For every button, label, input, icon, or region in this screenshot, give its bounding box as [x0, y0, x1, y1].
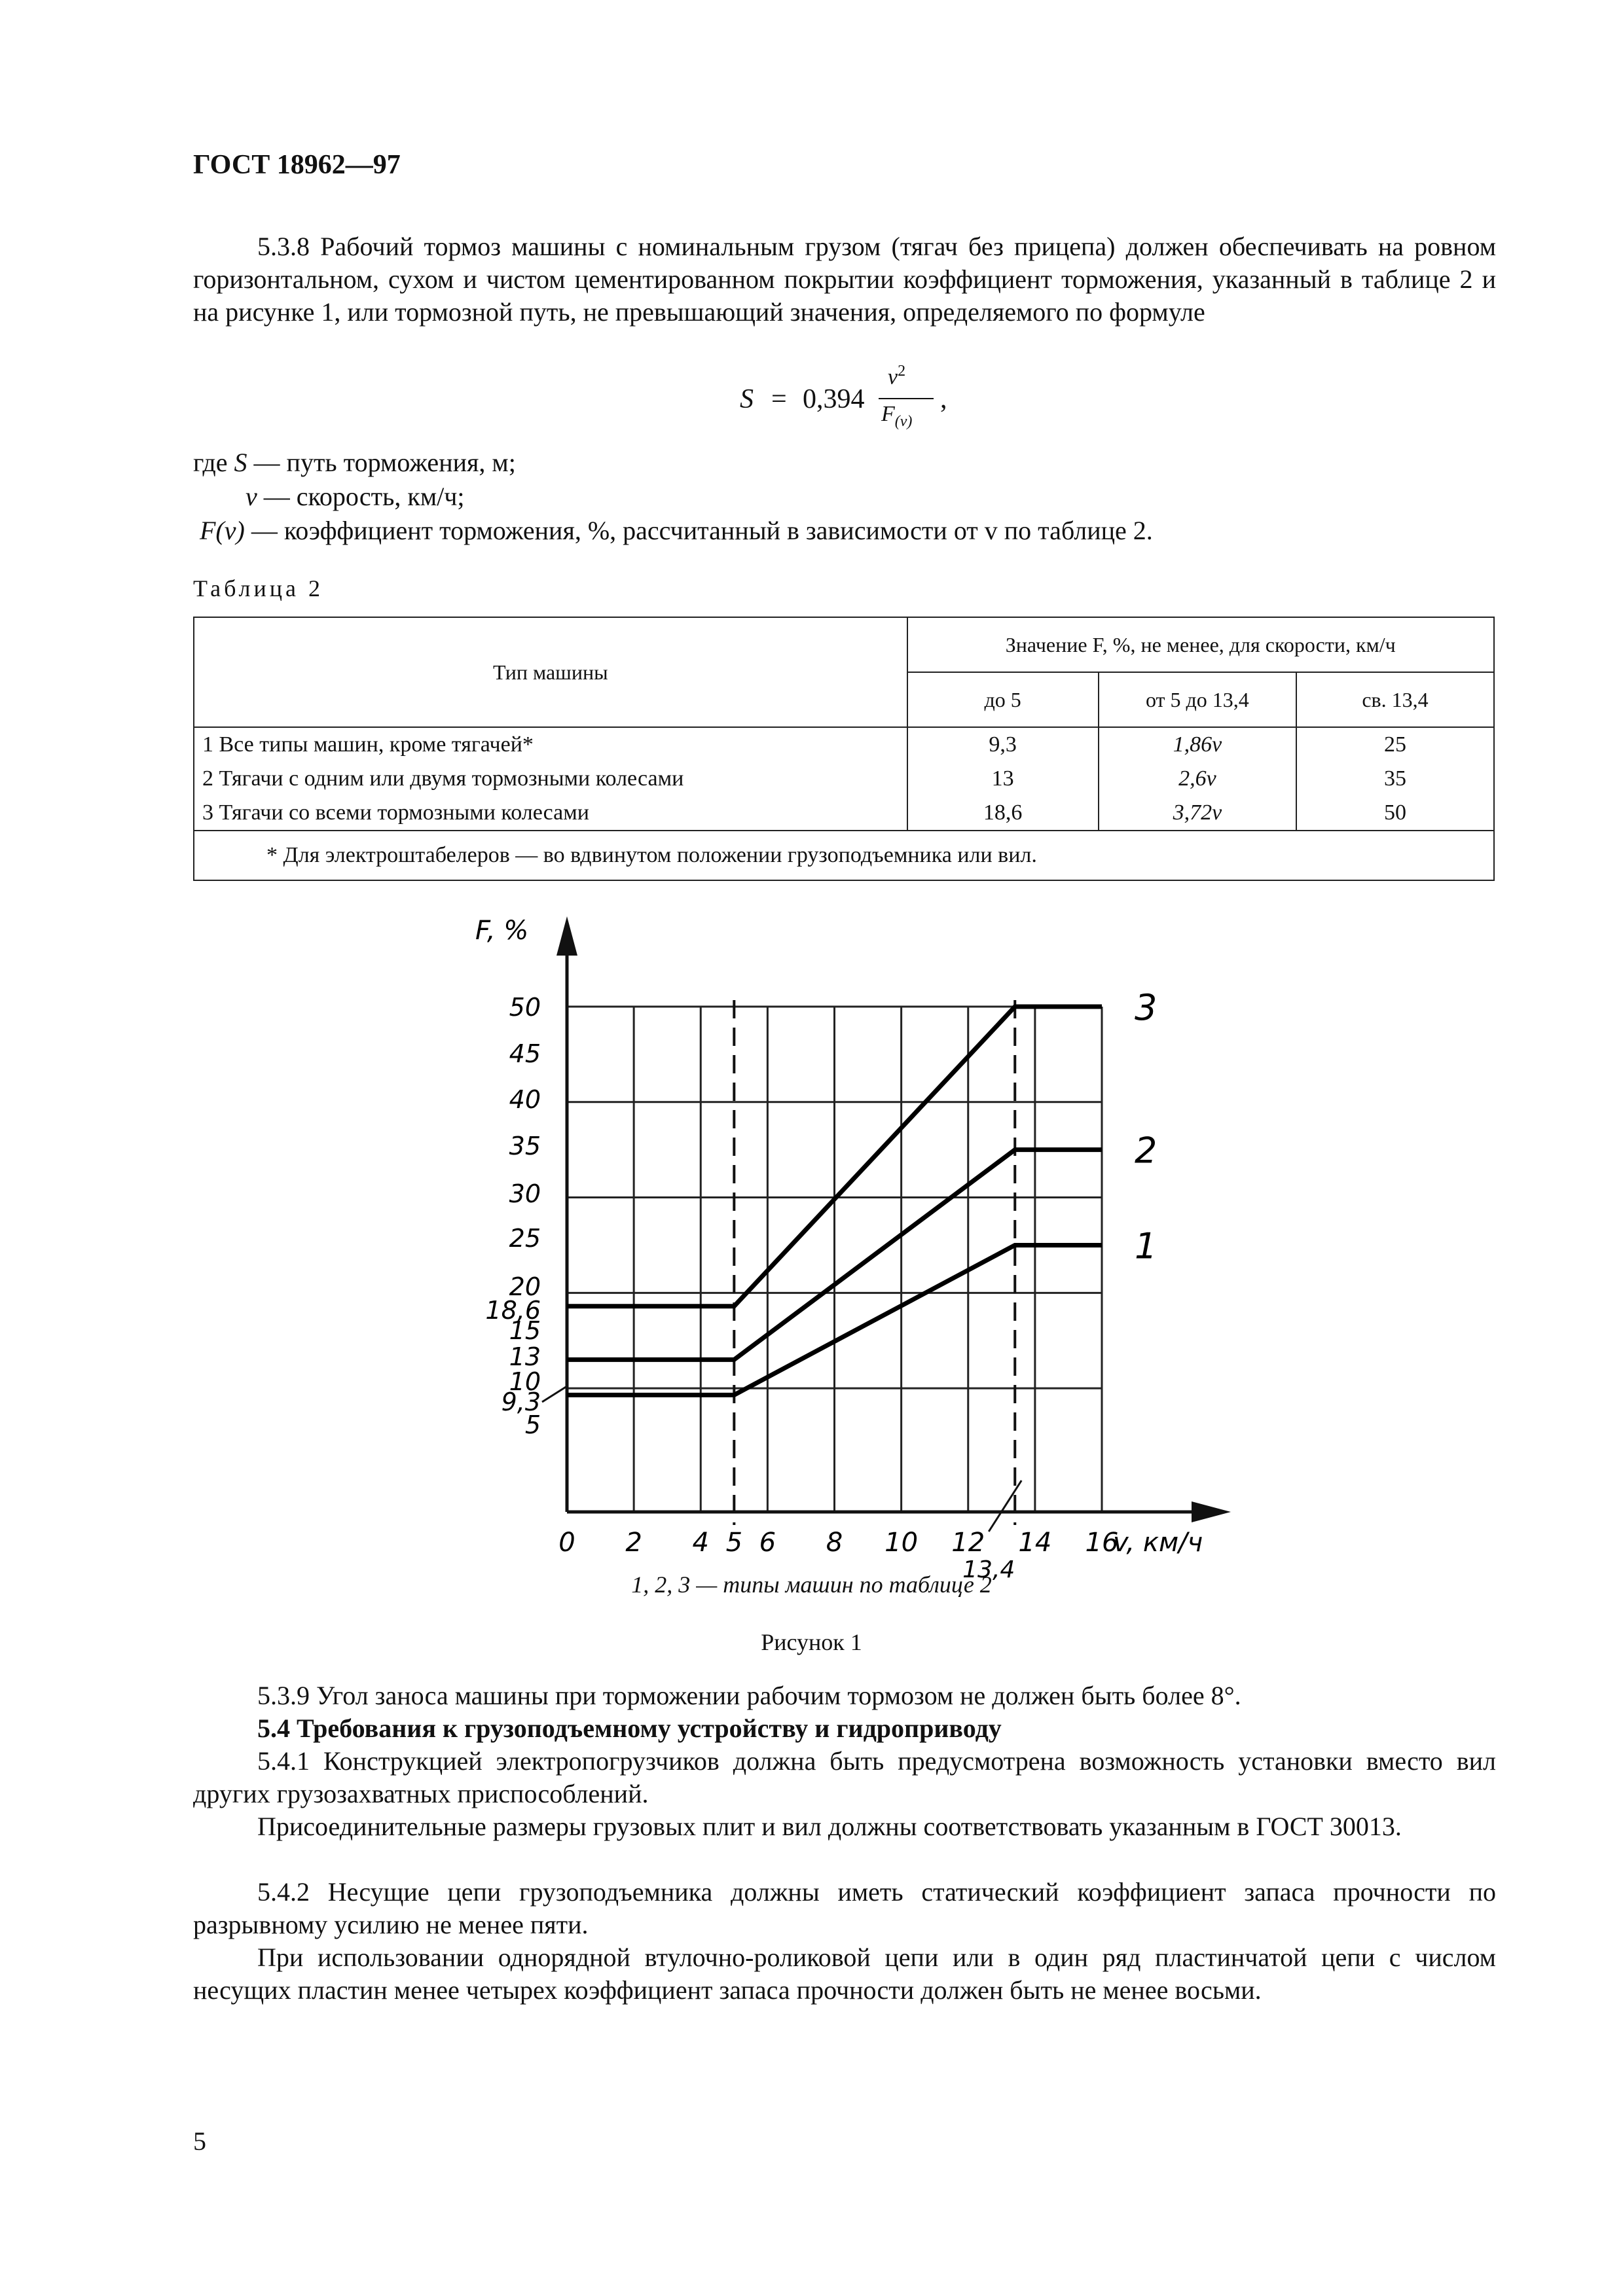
paragraph-5-4-1-b: Присоединительные размеры грузовых плит и вил должны соответствовать указанным в ГОСТ 30013. [257, 1812, 1402, 1841]
x-tick-label: 5 [725, 1528, 743, 1558]
paragraph-5-4-1: 5.4.1 Конструкцией электропогрузчиков должна быть предусмотрена возможность установки вместо вил других грузозахватных приспособлений. [193, 1746, 1496, 1808]
x-tick-label: 16 [1085, 1528, 1119, 1558]
x-tick-label: 10 [884, 1528, 919, 1558]
chart-grid [567, 1007, 1102, 1512]
table-row: 2 Тягачи с одним или двумя тормозными колесами 13 2,6v 35 [194, 762, 1494, 796]
y-tick-label: 18,6 [485, 1296, 541, 1325]
table-row: 3 Тягачи со всеми тормозными колесами 18,6 3,72v 50 [194, 796, 1494, 831]
table-caption: Таблица 2 [193, 575, 323, 601]
x-tick-label: 8 [826, 1528, 843, 1558]
legend-text-f: — коэффициент торможения, %, рассчитанный в зависимости от v по таблице 2. [251, 516, 1153, 545]
page-number: 5 [193, 2126, 206, 2156]
y-tick-label: 13 [509, 1342, 541, 1371]
y-tick-label: 35 [509, 1132, 541, 1160]
series-label-3: 3 [1135, 987, 1158, 1028]
formula-denominator: $F_{(v)}$ [881, 402, 913, 430]
document-header: ГОСТ 18962—97 [193, 150, 401, 180]
x-extra-tick-label: 13,4 [962, 1556, 1015, 1583]
heading-5-4: 5.4 Требования к грузоподъемному устройству и гидроприводу [257, 1713, 1002, 1743]
legend-key-s: S [234, 448, 247, 477]
paragraph-5-3-8: 5.3.8 Рабочий тормоз машины с номинальным грузом (тягач без прицепа) должен обеспечивать на ровном горизонтальном, сухом и чистом цементированном покрытии коэффициент торможения, указанный в таблице 2 и на рисунке 1, или тормозной путь, не превышающий значения, определяемого по формуле [193, 232, 1496, 327]
y-tick-label: 50 [509, 993, 541, 1022]
paragraph-5-4-2: 5.4.2 Несущие цепи грузоподъемника должны иметь статический коэффициент запаса прочности по разрывному усилию не менее пяти. [193, 1877, 1496, 1939]
paragraph-5-3-9: 5.3.9 Угол заноса машины при торможении рабочим тормозом не должен быть более 8°. [257, 1681, 1241, 1710]
y-tick-label: 15 [509, 1316, 541, 1345]
x-tick-label: 2 [625, 1528, 642, 1558]
y-tick-label: 10 [509, 1367, 541, 1396]
legend-row-s: где S — путь торможения, м; [193, 448, 516, 477]
formula-equals: = [771, 384, 787, 414]
x-tick-label: 6 [759, 1528, 776, 1558]
x-extra-leader [989, 1480, 1021, 1532]
x-tick-label: 4 [692, 1528, 709, 1558]
col-header-group: Значение F, %, не менее, для скорости, км/ч [907, 617, 1495, 672]
y-axis-arrow [556, 916, 577, 956]
chart-series [567, 987, 1157, 1395]
formula-numerator: $v^2$ [888, 363, 906, 389]
x-tick-label: 0 [558, 1528, 575, 1558]
series-label-1: 1 [1135, 1225, 1158, 1267]
table-row: 1 Все типы машин, кроме тягачей* 9,3 1,86v 25 [194, 727, 1494, 762]
y-tick-label: 9,3 [501, 1388, 541, 1416]
figure-caption: Рисунок 1 [761, 1629, 862, 1655]
y-tick-label: 40 [509, 1085, 541, 1114]
chart-ticks [475, 916, 1203, 1583]
col-header-type: Тип машины [194, 617, 907, 727]
y-tick-label: 30 [509, 1179, 541, 1208]
x-axis-arrow [1192, 1501, 1231, 1522]
y-tick-label: 45 [509, 1039, 541, 1068]
x-axis-label: v, км/ч [1113, 1528, 1203, 1558]
y-tick-label: 20 [509, 1272, 541, 1301]
formula-lhs: S [740, 384, 754, 414]
legend-text-v: — скорость, км/ч; [263, 482, 465, 511]
col-header-upto5: до 5 [907, 672, 1099, 727]
table-footnote: * Для электроштабелеров — во вдвинутом положении грузоподъемника или вил. [194, 831, 1494, 880]
legend-key-v: v [246, 482, 257, 511]
paragraph-5-4-2-b: При использовании однорядной втулочно-роликовой цепи или в один ряд пластинчатой цепи с числом несущих пластин менее четырех коэффициент запаса прочности должен быть не менее восьми. [193, 1943, 1496, 2005]
x-tick-label: 14 [1018, 1528, 1052, 1558]
y-9-3-leader [542, 1386, 567, 1402]
formula-coefficient: 0,394 [803, 384, 865, 414]
legend-text-s: — путь торможения, м; [253, 448, 516, 477]
legend-key-f: F(v) [200, 516, 245, 545]
col-header-over134: св. 13,4 [1296, 672, 1494, 727]
series-label-2: 2 [1135, 1130, 1158, 1172]
y-tick-label: 25 [509, 1224, 541, 1253]
figure-legend: 1, 2, 3 — типы машин по таблице 2 [631, 1571, 992, 1598]
x-tick-label: 12 [951, 1528, 985, 1558]
col-header-5to134: от 5 до 13,4 [1099, 672, 1296, 727]
y-axis-label: F, % [475, 916, 529, 946]
y-tick-label: 5 [524, 1410, 541, 1439]
formula-comma: , [940, 384, 947, 414]
